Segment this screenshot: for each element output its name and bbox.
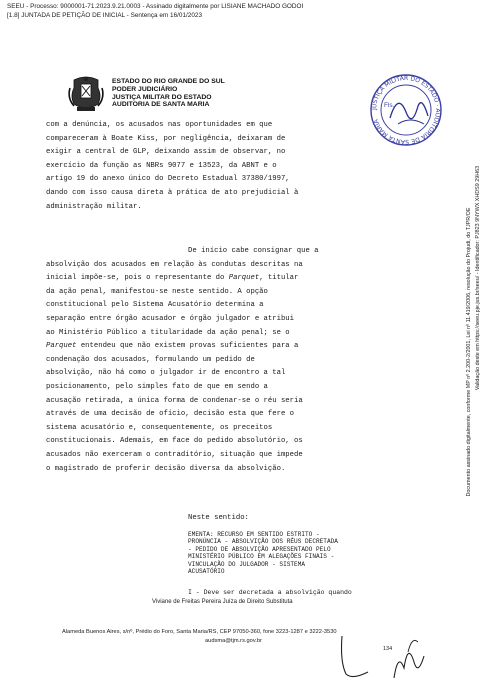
stamp-ring-text: JUSTIÇA MILITAR DO ESTADO · AUDITORIA DE SANTA MARIA	[370, 74, 442, 146]
judge-signature-line: Viviane de Freitas Pereira Juíza de Direito Substituta	[152, 599, 293, 605]
ementa-line: VINCULAÇÃO DO JULGADOR - SISTEMA	[188, 560, 306, 568]
text-line: exercício da função as NBRs 9077 e 13523, da ABNT e o	[46, 161, 277, 170]
handwritten-signature	[338, 632, 428, 682]
text-line: absolvição, não há como o julgador ir de encontro a tal	[46, 369, 286, 378]
text-line: administração militar.	[46, 202, 142, 211]
text-line: sistema acusatório e, consequentemente, os preceitos	[46, 423, 273, 432]
coat-of-arms-icon	[68, 74, 104, 114]
text-line: dando com isso causa direta à prática de ato prejudicial à	[46, 188, 299, 197]
text-span: inicial impõe-se, pois o representante do	[46, 274, 229, 283]
item-i-text: I - Deve ser decretada a absolvição quando	[188, 589, 352, 596]
stamp-fls-label: Fls.	[384, 102, 395, 109]
court-stamp	[368, 72, 444, 148]
ementa-line: - PEDIDO DE ABSOLVIÇÃO APRESENTADO PELO	[188, 545, 331, 553]
text-span: entendeu que não existem provas suficientes para a	[76, 342, 299, 351]
docket-entry-line: [1.8] JUNTADA DE PETIÇÃO DE INICIAL - Sentença em 16/01/2023	[7, 12, 202, 19]
paragraph-2	[46, 245, 319, 476]
text-line: constitucional pelo Sistema Acusatório determina a	[46, 301, 264, 310]
court-state-line: ESTADO DO RIO GRANDE DO SUL	[112, 78, 225, 85]
side-text-line-2: Validação deste em https://seeu.pje.jus.br/seeu/ - Identificador: PJ823 9NYWX XHDS9 29H63	[475, 165, 481, 391]
text-line: artigo 19 do anexo único do Decreto Estadual 37380/1997,	[46, 175, 290, 184]
text-line: acusados não exerceram o contraditório, situação que impede	[46, 450, 303, 459]
text-line: separação entre órgão acusador e órgão julgador e atribui	[46, 314, 294, 323]
court-auditoria-line: AUDITORIA DE SANTA MARIA	[112, 101, 210, 109]
text-line: com a denúncia, os acusados nas oportunidades em que	[46, 121, 273, 129]
court-justice-line: JUSTIÇA MILITAR DO ESTADO	[112, 93, 212, 101]
footer-address: Alameda Buenos Aires, s/nº, Prédio do Foro, Santa Maria/RS, CEP 97050-360, fone 3223-1287 e 3222-3530	[62, 629, 337, 635]
court-heading	[112, 78, 225, 109]
court-power-line: PODER JUDICIÁRIO	[112, 85, 178, 93]
process-header-line: SEEU - Processo: 9000001-71.2023.9.21.0003 - Assinado digitalmente por LISIANE MACHADO GODOI	[7, 3, 304, 10]
ementa-line: MINISTÉRIO PÚBLICO EM ALEGAÇÕES FINAIS -	[188, 553, 335, 561]
ementa-line: ACUSATÓRIO	[188, 568, 225, 576]
text-line: ao Ministério Público a titularidade da ação penal; se o	[46, 328, 290, 337]
text-line: absolvição dos acusados em relação às condutas descritas na	[46, 260, 303, 269]
ementa-line: PRONÚNCIA - ABSOLVIÇÃO DOS RÉUS DECRETADA	[188, 538, 338, 546]
text-line	[46, 340, 319, 354]
page-number: 134	[383, 646, 393, 652]
text-line: De início cabe consignar que a	[188, 247, 319, 255]
text-line: através de uma decisão de ofício, decisão esta que fere o	[46, 410, 294, 419]
neste-sentido-label: Neste sentido:	[188, 514, 249, 522]
text-line: exigir a central de GLP, deixando assim de observar, no	[46, 148, 286, 157]
text-line: acusação retirada, a única forma de condenar-se o réu seria	[46, 396, 303, 405]
footer-email: audsma@tjm.rs.gov.br	[205, 638, 262, 644]
ementa-line: EMENTA: RECURSO EM SENTIDO ESTRITO -	[188, 531, 320, 538]
italic-term: Parquet	[46, 342, 77, 351]
text-span: , titular	[259, 274, 299, 283]
text-line: posicionamento, pelo simples fato de que em sendo a	[46, 382, 268, 391]
paragraph-1	[46, 119, 298, 214]
italic-term: Parquet	[228, 274, 260, 283]
text-line: condenação dos acusados, formulando um pedido de	[46, 355, 255, 364]
side-text-line-1: Documento assinado digitalmente, conforme MP nº 2.200-2/2001, Lei nº 11.419/2006, resolução do Projudi, do TJPR/OE	[466, 207, 472, 497]
text-line: o magistrado de proferir decisão diversa da absolvição.	[46, 464, 286, 473]
text-line: constitucionais. Ademais, em face do pedido absolutório, os	[46, 437, 303, 446]
ementa-block	[188, 531, 338, 575]
text-line: da ação penal, manifestou-se neste sentido. A opção	[46, 287, 268, 296]
text-line: compareceram à Boate Kiss, por negligência, deixaram de	[46, 134, 286, 143]
text-line	[46, 272, 319, 286]
